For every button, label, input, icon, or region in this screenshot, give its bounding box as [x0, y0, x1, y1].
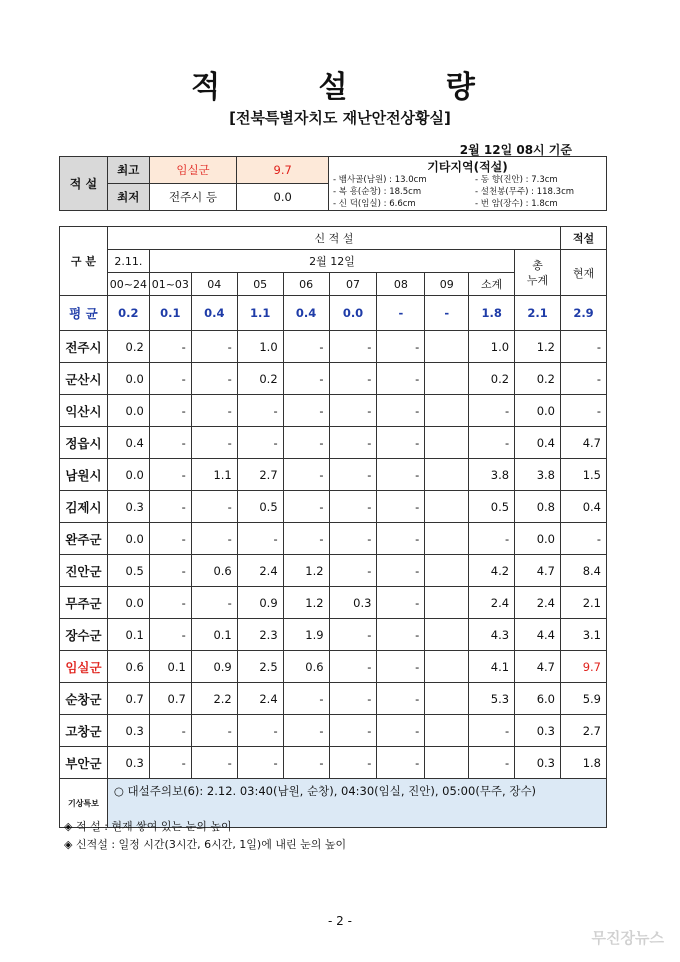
header-hour: 01~03 — [149, 273, 191, 296]
table-row — [60, 555, 607, 587]
table-cell: 0.4 — [515, 427, 561, 459]
table-cell: - — [377, 651, 425, 683]
table-cell — [425, 715, 469, 747]
header-current: 현재 — [561, 250, 607, 296]
table-row — [60, 619, 607, 651]
average-cell: - — [377, 296, 425, 331]
table-cell: 0.0 — [515, 395, 561, 427]
other-region-item: - 신 덕(임실) : 6.6cm — [333, 199, 416, 209]
summary-label: 적 설 — [60, 157, 108, 211]
table-cell: - — [149, 427, 191, 459]
table-row — [60, 715, 607, 747]
table-cell: - — [237, 747, 283, 779]
table-cell: - — [149, 331, 191, 363]
table-cell: - — [237, 715, 283, 747]
table-cell: 1.5 — [561, 459, 607, 491]
max-value: 9.7 — [237, 157, 329, 184]
min-label: 최저 — [107, 184, 149, 211]
table-cell: 0.9 — [237, 587, 283, 619]
table-row — [60, 363, 607, 395]
table-cell: 8.4 — [561, 555, 607, 587]
table-cell: - — [149, 747, 191, 779]
table-cell: - — [237, 523, 283, 555]
base-time: 2월 12일 08시 기준 — [459, 143, 572, 157]
table-cell — [425, 683, 469, 715]
table-cell: 1.0 — [237, 331, 283, 363]
table-cell: 2.7 — [237, 459, 283, 491]
table-cell: - — [283, 331, 329, 363]
header-gubun: 구 분 — [60, 227, 108, 296]
table-cell: - — [283, 459, 329, 491]
table-cell: 0.0 — [107, 523, 149, 555]
table-cell: - — [283, 715, 329, 747]
table-cell: - — [329, 459, 377, 491]
table-cell: - — [283, 491, 329, 523]
table-cell: 4.1 — [469, 651, 515, 683]
table-cell: 0.1 — [191, 619, 237, 651]
table-cell: - — [149, 619, 191, 651]
other-region-item: - 번 암(장수) : 1.8cm — [475, 199, 558, 209]
other-region-item: - 동 향(진안) : 7.3cm — [475, 175, 558, 185]
region-name: 고창군 — [60, 715, 108, 747]
table-cell: - — [329, 491, 377, 523]
table-cell: 0.5 — [237, 491, 283, 523]
table-cell: 0.6 — [107, 651, 149, 683]
average-cell: 0.4 — [191, 296, 237, 331]
table-cell: 1.9 — [283, 619, 329, 651]
average-cell: 0.2 — [107, 296, 149, 331]
table-cell: 0.2 — [469, 363, 515, 395]
table-cell: 0.0 — [515, 523, 561, 555]
table-cell: - — [561, 395, 607, 427]
table-cell: 0.9 — [191, 651, 237, 683]
average-cell: - — [425, 296, 469, 331]
table-cell: - — [283, 427, 329, 459]
header-new-snow: 신 적 설 — [107, 227, 560, 250]
table-cell: 0.5 — [469, 491, 515, 523]
table-cell: 0.3 — [515, 715, 561, 747]
table-cell: - — [329, 683, 377, 715]
header-hour: 05 — [237, 273, 283, 296]
table-cell: 0.7 — [107, 683, 149, 715]
header-hour: 07 — [329, 273, 377, 296]
table-row — [60, 587, 607, 619]
average-label: 평 균 — [60, 296, 108, 331]
table-row — [60, 331, 607, 363]
summary-table — [59, 156, 607, 211]
table-row — [60, 395, 607, 427]
table-cell: - — [329, 651, 377, 683]
table-cell: 3.1 — [561, 619, 607, 651]
table-cell: - — [377, 747, 425, 779]
table-cell: 1.2 — [283, 587, 329, 619]
region-name: 부안군 — [60, 747, 108, 779]
table-cell — [425, 491, 469, 523]
header-hour: 04 — [191, 273, 237, 296]
table-cell: - — [329, 523, 377, 555]
table-cell: - — [191, 523, 237, 555]
table-cell — [425, 459, 469, 491]
other-regions — [329, 157, 607, 211]
table-cell: - — [191, 715, 237, 747]
table-cell: - — [329, 555, 377, 587]
table-cell: 9.7 — [561, 651, 607, 683]
table-row — [60, 683, 607, 715]
watermark-logo: 무진장뉴스 — [591, 929, 664, 947]
notice-label: 기상특보 — [60, 779, 108, 828]
table-cell: 0.3 — [329, 587, 377, 619]
header-hour: 09 — [425, 273, 469, 296]
table-cell: - — [191, 491, 237, 523]
table-cell: 0.1 — [107, 619, 149, 651]
header-prev-date: 2.11. — [107, 250, 149, 273]
table-cell: 4.7 — [515, 555, 561, 587]
table-cell: - — [149, 363, 191, 395]
table-cell — [425, 555, 469, 587]
legend-snow: ◈ 적 설 : 현재 쌓여 있는 눈의 높이 — [64, 820, 232, 833]
table-cell: 0.2 — [237, 363, 283, 395]
table-cell: 2.5 — [237, 651, 283, 683]
region-name: 정읍시 — [60, 427, 108, 459]
table-cell: - — [469, 523, 515, 555]
table-cell: - — [561, 331, 607, 363]
table-cell: 0.3 — [515, 747, 561, 779]
region-name: 남원시 — [60, 459, 108, 491]
average-cell: 1.8 — [469, 296, 515, 331]
table-cell: 0.8 — [515, 491, 561, 523]
page-subtitle: [전북특별자치도 재난안전상황실] — [229, 109, 451, 127]
table-cell: - — [561, 363, 607, 395]
table-row — [60, 427, 607, 459]
average-cell: 0.4 — [283, 296, 329, 331]
table-cell — [425, 747, 469, 779]
header-hour: 08 — [377, 273, 425, 296]
table-cell: - — [237, 395, 283, 427]
header-hour: 06 — [283, 273, 329, 296]
table-cell: 6.0 — [515, 683, 561, 715]
table-cell: 4.2 — [469, 555, 515, 587]
table-cell: - — [329, 331, 377, 363]
table-cell: 1.2 — [283, 555, 329, 587]
page-title: 적 설 량 — [191, 70, 519, 105]
table-cell: 3.8 — [515, 459, 561, 491]
table-cell: - — [469, 395, 515, 427]
region-name: 익산시 — [60, 395, 108, 427]
table-cell: - — [191, 363, 237, 395]
region-name: 장수군 — [60, 619, 108, 651]
table-cell: 1.2 — [515, 331, 561, 363]
table-cell: 2.4 — [237, 555, 283, 587]
table-cell: - — [283, 747, 329, 779]
table-cell: - — [377, 523, 425, 555]
table-cell: - — [469, 747, 515, 779]
table-cell: - — [377, 331, 425, 363]
table-cell: - — [561, 523, 607, 555]
region-name: 무주군 — [60, 587, 108, 619]
table-cell: - — [149, 491, 191, 523]
average-cell: 1.1 — [237, 296, 283, 331]
table-cell: - — [191, 427, 237, 459]
table-cell — [425, 331, 469, 363]
table-cell: 0.1 — [149, 651, 191, 683]
table-cell: 4.7 — [515, 651, 561, 683]
table-cell: - — [283, 683, 329, 715]
table-cell — [425, 395, 469, 427]
table-row — [60, 491, 607, 523]
table-cell: - — [283, 363, 329, 395]
table-cell: - — [191, 395, 237, 427]
other-region-item: - 복 흥(순창) : 18.5cm — [333, 187, 422, 197]
table-cell: 5.9 — [561, 683, 607, 715]
table-cell: 4.3 — [469, 619, 515, 651]
region-name: 김제시 — [60, 491, 108, 523]
table-cell: - — [329, 619, 377, 651]
table-cell: - — [149, 459, 191, 491]
table-cell: - — [329, 427, 377, 459]
table-cell: - — [149, 555, 191, 587]
legend-new-snow: ◈ 신적설 : 일정 시간(3시간, 6시간, 1일)에 내린 눈의 높이 — [64, 838, 347, 851]
table-cell: 0.5 — [107, 555, 149, 587]
region-rows — [60, 331, 607, 779]
table-cell: - — [329, 395, 377, 427]
table-cell: 5.3 — [469, 683, 515, 715]
table-row — [60, 747, 607, 779]
min-region: 전주시 등 — [149, 184, 237, 211]
page-number: - 2 - — [328, 914, 352, 928]
table-cell: - — [149, 523, 191, 555]
table-cell: 1.0 — [469, 331, 515, 363]
header-total: 총 누계 — [515, 250, 561, 296]
table-cell: 2.4 — [237, 683, 283, 715]
max-label: 최고 — [107, 157, 149, 184]
table-cell: - — [329, 715, 377, 747]
table-cell: 0.4 — [561, 491, 607, 523]
table-cell: 0.0 — [107, 459, 149, 491]
average-cell: 0.1 — [149, 296, 191, 331]
table-cell: - — [377, 459, 425, 491]
table-cell — [425, 523, 469, 555]
table-cell: - — [377, 427, 425, 459]
table-cell: - — [377, 555, 425, 587]
table-cell: 1.1 — [191, 459, 237, 491]
table-cell: 0.3 — [107, 491, 149, 523]
table-cell: - — [149, 715, 191, 747]
table-cell: 0.0 — [107, 587, 149, 619]
table-cell: - — [191, 587, 237, 619]
table-cell: 3.8 — [469, 459, 515, 491]
table-cell: - — [469, 715, 515, 747]
table-cell: - — [149, 395, 191, 427]
table-cell: - — [329, 747, 377, 779]
table-cell: 0.2 — [515, 363, 561, 395]
table-cell: - — [377, 715, 425, 747]
table-cell: 4.7 — [561, 427, 607, 459]
region-name: 군산시 — [60, 363, 108, 395]
table-cell — [425, 363, 469, 395]
table-cell — [425, 619, 469, 651]
table-cell: - — [283, 523, 329, 555]
other-regions-title: 기타지역(적설) — [427, 160, 508, 174]
max-region: 임실군 — [149, 157, 237, 184]
average-cell: 2.9 — [561, 296, 607, 331]
average-cell: 2.1 — [515, 296, 561, 331]
table-cell: - — [469, 427, 515, 459]
header-hour: 00~24 — [107, 273, 149, 296]
table-cell: 4.4 — [515, 619, 561, 651]
table-cell: - — [191, 747, 237, 779]
table-cell: 0.2 — [107, 331, 149, 363]
table-cell: 0.0 — [107, 395, 149, 427]
table-cell: - — [377, 395, 425, 427]
table-cell: - — [377, 587, 425, 619]
table-row — [60, 459, 607, 491]
other-region-item: - 설천봉(무주) : 118.3cm — [475, 187, 575, 197]
table-cell — [425, 651, 469, 683]
min-value: 0.0 — [237, 184, 329, 211]
table-cell: 0.4 — [107, 427, 149, 459]
table-cell: 2.4 — [515, 587, 561, 619]
table-cell: 0.7 — [149, 683, 191, 715]
table-cell: 2.2 — [191, 683, 237, 715]
table-cell: - — [377, 491, 425, 523]
table-cell: - — [149, 587, 191, 619]
other-region-item: - 뱀사골(남원) : 13.0cm — [333, 175, 427, 185]
table-cell: - — [377, 619, 425, 651]
header-snow: 적설 — [561, 227, 607, 250]
weather-warning: ○ 대설주의보(6): 2.12. 03:40(남원, 순창), 04:30(임실, 진안), 05:00(무주, 장수) — [107, 779, 606, 828]
header-hour: 소계 — [469, 273, 515, 296]
region-name: 임실군 — [60, 651, 108, 683]
table-cell — [425, 427, 469, 459]
table-cell: - — [237, 427, 283, 459]
table-cell: 2.3 — [237, 619, 283, 651]
table-row — [60, 523, 607, 555]
table-cell: - — [377, 683, 425, 715]
header-cur-date: 2월 12일 — [149, 250, 514, 273]
average-row — [60, 296, 607, 331]
table-cell: 0.6 — [283, 651, 329, 683]
table-cell: 2.7 — [561, 715, 607, 747]
region-name: 진안군 — [60, 555, 108, 587]
region-name: 완주군 — [60, 523, 108, 555]
table-cell — [425, 587, 469, 619]
table-row — [60, 651, 607, 683]
table-cell: 2.4 — [469, 587, 515, 619]
table-cell: 1.8 — [561, 747, 607, 779]
table-cell: 2.1 — [561, 587, 607, 619]
region-name: 순창군 — [60, 683, 108, 715]
table-cell: 0.0 — [107, 363, 149, 395]
table-cell: 0.3 — [107, 715, 149, 747]
snowfall-table — [59, 226, 607, 828]
table-cell: 0.6 — [191, 555, 237, 587]
table-cell: - — [191, 331, 237, 363]
table-cell: - — [283, 395, 329, 427]
other-regions-list — [329, 175, 606, 210]
average-cell: 0.0 — [329, 296, 377, 331]
table-cell: - — [329, 363, 377, 395]
table-cell: 0.3 — [107, 747, 149, 779]
table-cell: - — [377, 363, 425, 395]
region-name: 전주시 — [60, 331, 108, 363]
